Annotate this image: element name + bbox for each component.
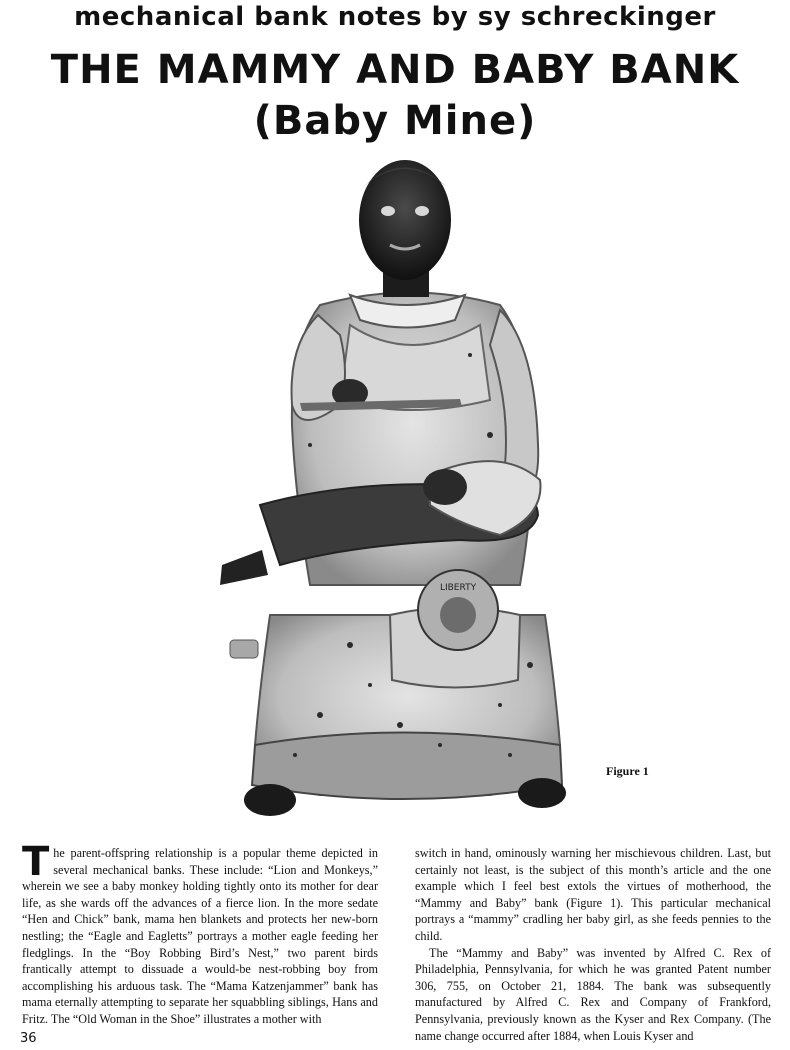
coin-text: LIBERTY [439, 583, 477, 593]
right-shoe [518, 778, 566, 808]
article-headline: THE MAMMY AND BABY BANK [50, 47, 740, 93]
drop-cap: T [22, 839, 50, 885]
section-kicker: mechanical bank notes by sy schreckinger [74, 2, 716, 32]
right-column-paragraph-1: switch in hand, ominously warning her mischievous children. Last, but certainly not least, is the subject of this month’s article and the one example which I feel best extols the virtues of motherhood, the “Mammy and Baby” bank (Figure 1). This particular mechanical portrays a “mammy” cradling her baby girl, as she feeds pennies to the child. [415, 846, 771, 943]
mammy-and-baby-bank-photo [200, 145, 600, 825]
head [359, 160, 451, 280]
left-eye [381, 206, 395, 216]
right-column-paragraph-2: The “Mammy and Baby” was invented by Alfred C. Rex of Philadelphia, Pennsylvania, for which he was granted Patent number 306, 755, on October 21, 1884. The bank was subsequently manufactured by Alfred C. Rex and Company of Frankford, Pennsylvania, previously known as the Kyser and Rex Company. (The name change occurred after 1884, when Louis Kyser and [415, 945, 771, 1043]
left-column-text: he parent-offspring relationship is a popular theme depicted in several mechanical banks. These include: “Lion and Monkeys,” wherein we see a baby monkey holding tightly onto its mother for dear life, as she wards off the advances of a fierce lion. In the more sedate “Hen and Chick” bank, mama hen blankets and protects her new-born nestling; the “Eagle and Eagletts” portrays a mother eagle feeding her fledglings. In the “Boy Robbing Bird’s Nest,” two parent birds frantically attempt to dissuade a would-be nest-robbing boy from accomplishing his arduous task. The “Mama Katzenjammer” bank has mama eternally attempting to separate her squabbling siblings, Hans and Fritz. The “Old Woman in the Shoe” illustrates a mother with [22, 846, 378, 1026]
right-eye [415, 206, 429, 216]
page-number: 36 [20, 1031, 37, 1046]
skirt-hem [252, 733, 562, 800]
baby-head [423, 469, 467, 505]
left-shoe [244, 784, 296, 816]
coin-portrait [440, 597, 476, 633]
figure-caption: Figure 1 [606, 764, 649, 778]
lever-knob [230, 640, 258, 658]
article-subhead: (Baby Mine) [253, 98, 537, 144]
baby-legs [220, 550, 268, 585]
article-column-left [22, 839, 378, 1028]
article-column-right [415, 845, 771, 1044]
